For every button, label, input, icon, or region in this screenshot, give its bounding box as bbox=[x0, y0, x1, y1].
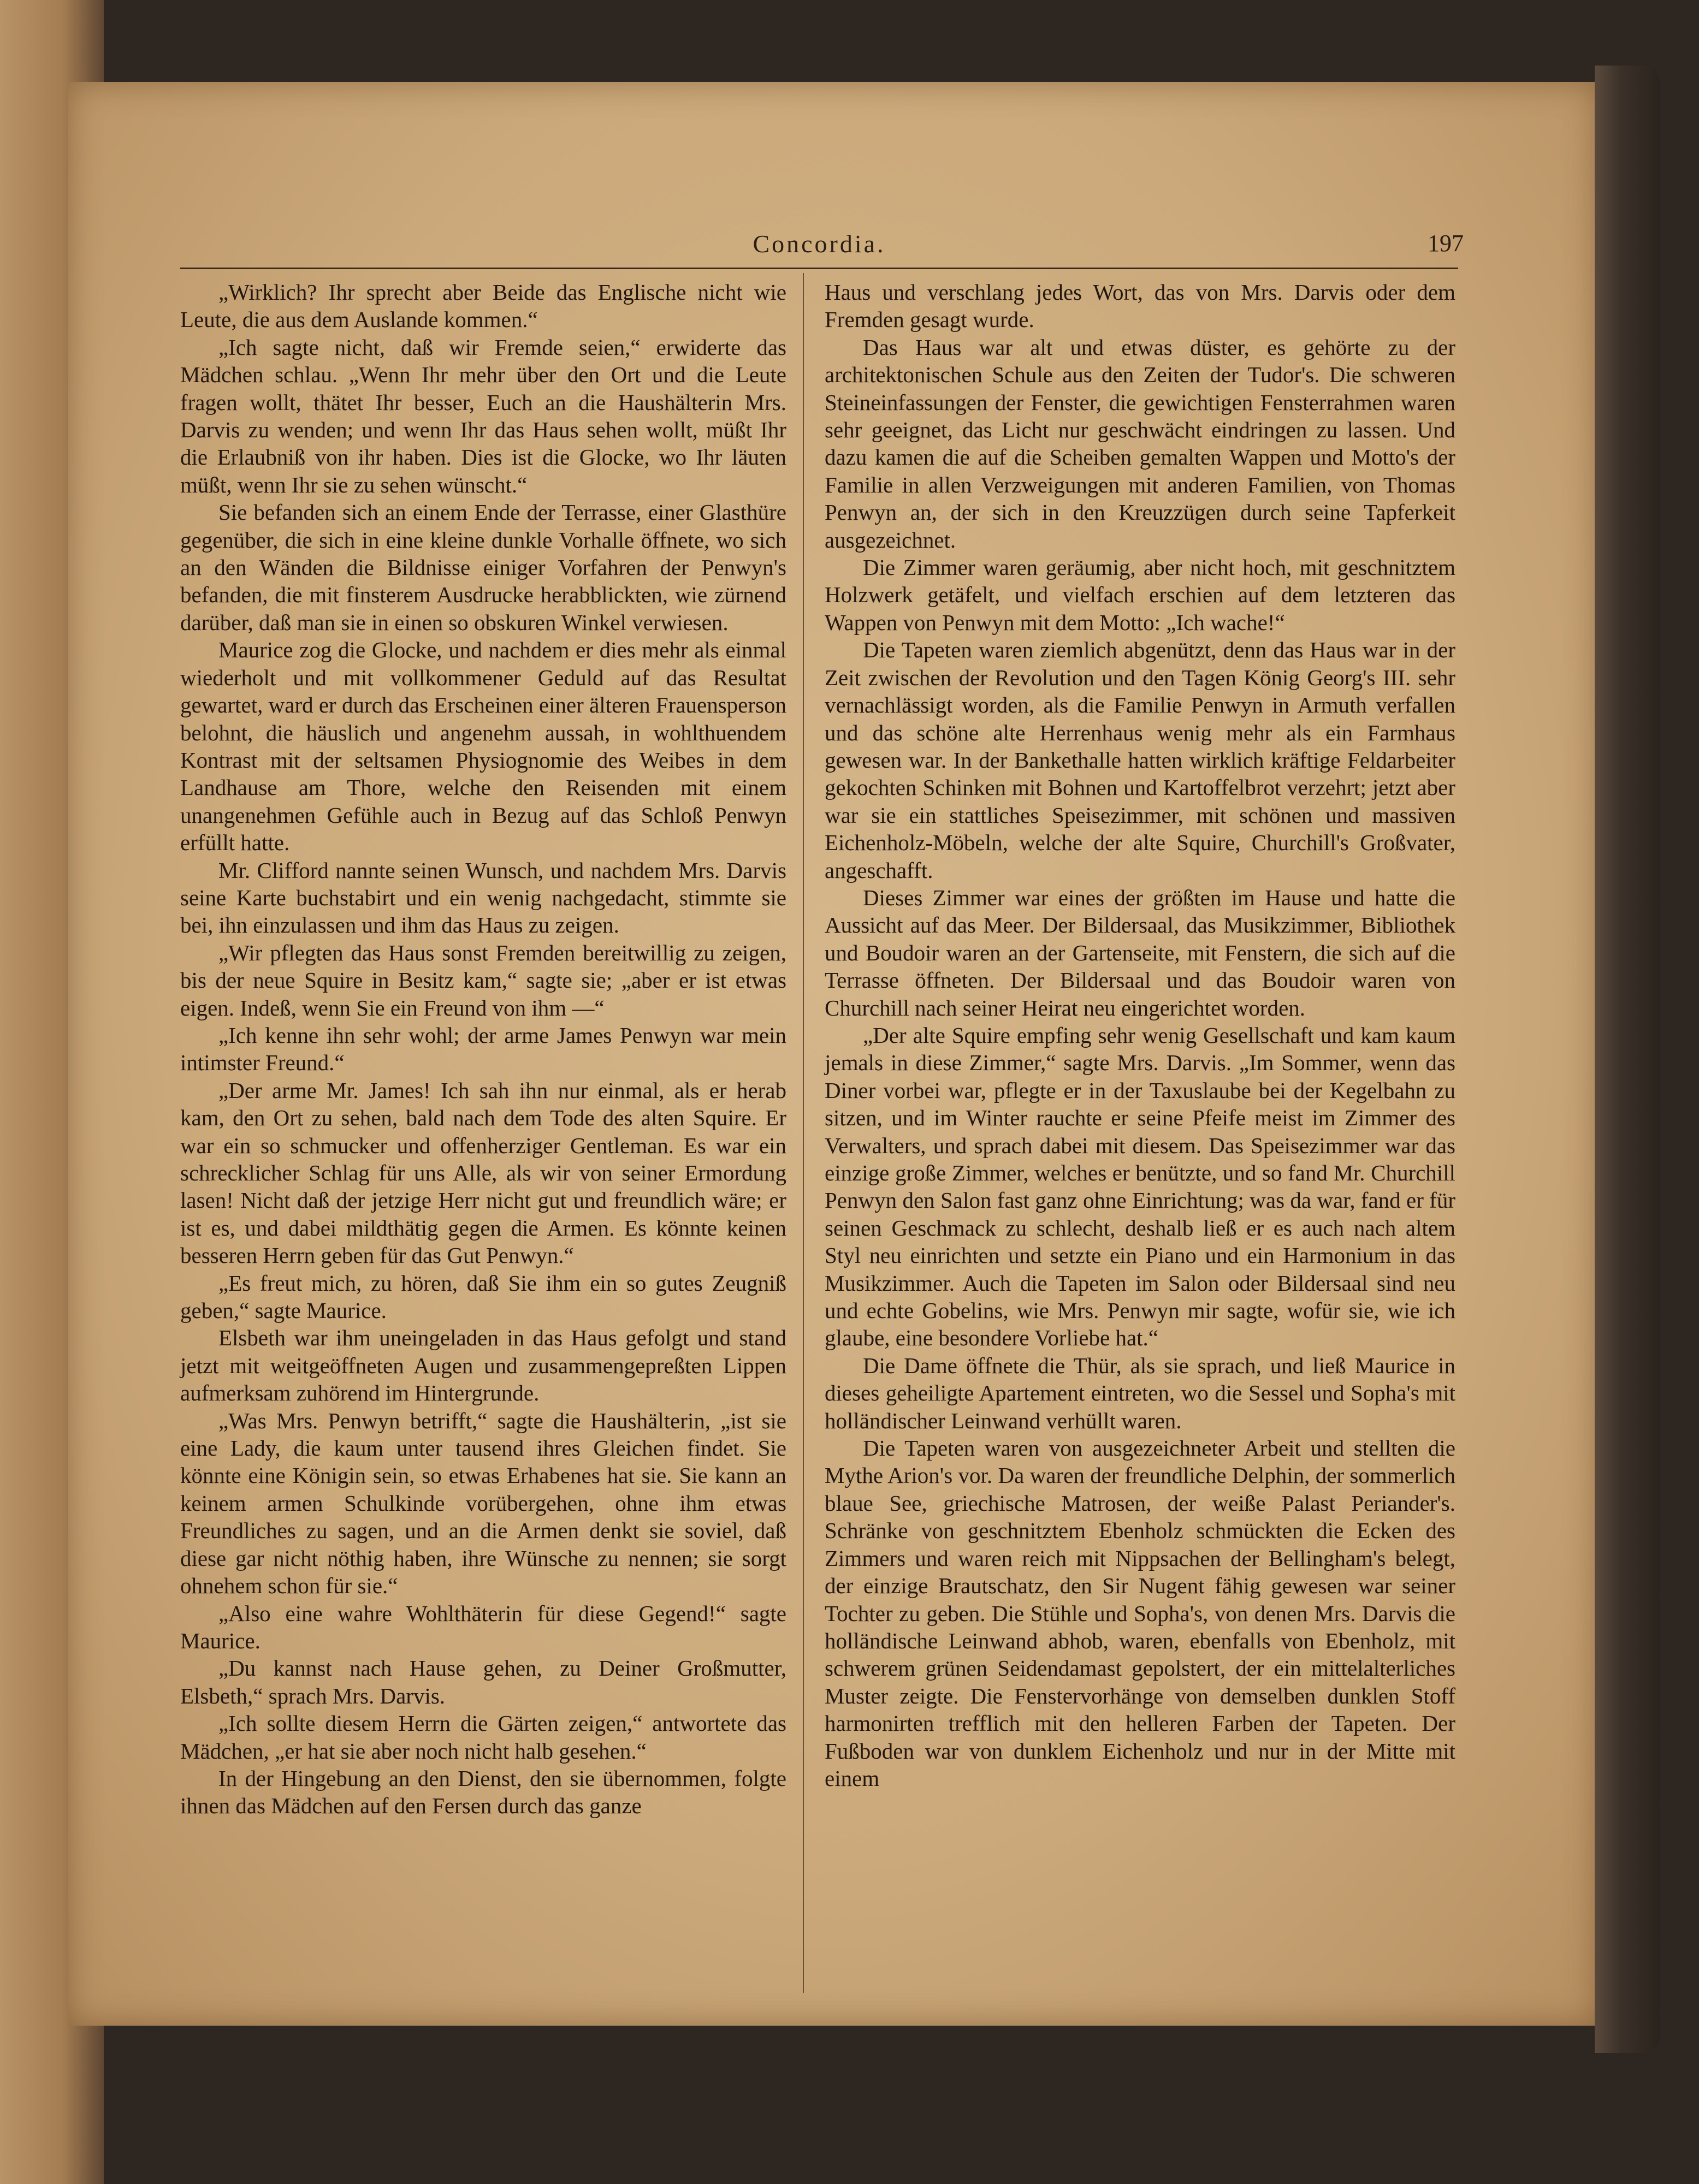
paragraph: Sie befanden sich an einem Ende der Terrasse, einer Glasthüre gegenüber, die sich in eine kleine dunkle Vorhalle öffnete, wo sich an den Wänden die Bildnisse einiger Vorfahren der Penwyn's befanden, die mit finsterem Ausdrucke herabblickten, wie zürnend darüber, daß man sie in einen so obskuren Winkel verwiesen. bbox=[180, 500, 786, 635]
paragraph: Haus und verschlang jedes Wort, das von Mrs. Darvis oder dem Fremden gesagt wurde. bbox=[825, 280, 1455, 333]
paragraph: „Du kannst nach Hause gehen, zu Deiner Großmutter, Elsbeth,“ sprach Mrs. Darvis. bbox=[180, 1655, 786, 1708]
running-title: Concordia. bbox=[753, 230, 886, 258]
page-number: 197 bbox=[1428, 230, 1464, 257]
paragraph: „Es freut mich, zu hören, daß Sie ihm ein so gutes Zeugniß geben,“ sagte Maurice. bbox=[180, 1270, 786, 1324]
paragraph: „Also eine wahre Wohlthäterin für diese Gegend!“ sagte Maurice. bbox=[180, 1600, 786, 1653]
left-column bbox=[180, 278, 786, 1820]
paragraph: Die Dame öffnete die Thür, als sie sprach, und ließ Maurice in dieses geheiligte Apartement eintreten, wo die Sessel und Sopha's mit holländischer Leinwand verhüllt waren. bbox=[825, 1352, 1455, 1433]
paragraph: „Ich sollte diesem Herrn die Gärten zeigen,“ antwortete das Mädchen, „er hat sie aber noch nicht halb gesehen.“ bbox=[180, 1711, 786, 1764]
header-rule bbox=[180, 268, 1458, 269]
paragraph: Die Tapeten waren ziemlich abgenützt, denn das Haus war in der Zeit zwischen der Revolution und den Tagen König Georg's III. sehr vernachlässigt worden, als die Familie Penwyn in Armuth verfallen und das schöne alte Herrenhaus wenig mehr als ein Farmhaus gewesen war. In der Bankethalle hatten wirklich kräftige Feldarbeiter gekochten Schinken mit Bohnen und Kartoffelbrot verzehrt; jetzt aber war sie ein stattliches Speisezimmer, mit schönen und massiven Eichenholz-Möbeln, welche der alte Squire, Churchill's Großvater, angeschafft. bbox=[825, 637, 1455, 883]
paragraph: Die Tapeten waren von ausgezeichneter Arbeit und stellten die Mythe Arion's vor. Da waren der freundliche Delphin, der sommerlich blaue See, griechische Matrosen, der weiße Palast Periander's. Schränke von geschnitztem Ebenholz schmückten die Ecken des Zimmers und waren reich mit Nippsachen der Bellingham's belegt, der einzige Brautschatz, den Sir Nugent fähig gewesen war seiner Tochter zu geben. Die Stühle und Sopha's, von denen Mrs. Darvis die holländische Leinwand abhob, waren, ebenfalls von Ebenholz, mit schwerem grünen Seidendamast gepolstert, der ein mittelalterliches Muster zeigte. Die Fenstervorhänge von demselben dunklen Stoff harmonirten trefflich mit den helleren Farben der Tapeten. Der Fußboden war von dunklem Eichenholz und nur in der Mitte mit einem bbox=[825, 1435, 1455, 1791]
paragraph: „Ich sagte nicht, daß wir Fremde seien,“ erwiderte das Mädchen schlau. „Wenn Ihr mehr über den Ort und die Leute fragen wollt, thätet Ihr besser, Euch an die Haushälterin Mrs. Darvis zu wenden; und wenn Ihr das Haus sehen wollt, müßt Ihr die Erlaubniß von ihr haben. Dies ist die Glocke, wo Ihr läuten müßt, wenn Ihr sie zu sehen wünscht.“ bbox=[180, 334, 786, 497]
paragraph: „Der alte Squire empfing sehr wenig Gesellschaft und kam kaum jemals in diese Zimmer,“ sagte Mrs. Darvis. „Im Sommer, wenn das Diner vorbei war, pflegte er in der Taxuslaube bei der Kegelbahn zu sitzen, und im Winter rauchte er seine Pfeife meist im Zimmer des Verwalters, und sprach dabei mit diesem. Das Speisezimmer war das einzige große Zimmer, welches er benützte, und so fand Mr. Churchill Penwyn den Salon fast ganz ohne Einrichtung; was da war, fand er für seinen Geschmack zu schlecht, deshalb ließ er es auch nach altem Styl neu einrichten und setzte ein Piano und ein Harmonium in das Musikzimmer. Auch die Tapeten im Salon oder Bildersaal sind neu und echte Gobelins, wie Mrs. Penwyn mir sagte, wofür sie, wie ich glaube, eine besondere Vorliebe hat.“ bbox=[825, 1022, 1455, 1351]
paragraph: „Ich kenne ihn sehr wohl; der arme James Penwyn war mein intimster Freund.“ bbox=[180, 1022, 786, 1076]
paragraph: In der Hingebung an den Dienst, den sie übernommen, folgte ihnen das Mädchen auf den Fersen durch das ganze bbox=[180, 1765, 786, 1819]
page-header bbox=[180, 229, 1464, 262]
paragraph: „Was Mrs. Penwyn betrifft,“ sagte die Haushälterin, „ist sie eine Lady, die kaum unter tausend ihres Gleichen findet. Sie könnte eine Königin sein, so etwas Erhabenes hat sie. Sie kann an keinem armen Schulkinde vorübergehen, ohne ihm etwas Freundliches zu sagen, und an die Armen denkt sie soviel, daß diese gar nicht nöthig haben, ihre Wünsche zu nennen; sie sorgt ohnehem schon für sie.“ bbox=[180, 1408, 786, 1599]
paragraph: Mr. Clifford nannte seinen Wunsch, und nachdem Mrs. Darvis seine Karte buchstabirt und ein wenig nachgedacht, stimmte sie bei, ihn einzulassen und ihm das Haus zu zeigen. bbox=[180, 857, 786, 938]
paragraph: „Wirklich? Ihr sprecht aber Beide das Englische nicht wie Leute, die aus dem Auslande kommen.“ bbox=[180, 280, 786, 333]
right-column bbox=[825, 278, 1455, 1792]
paragraph: Dieses Zimmer war eines der größten im Hause und hatte die Aussicht auf das Meer. Der Bildersaal, das Musikzimmer, Bibliothek und Boudoir waren an der Gartenseite, mit Fenstern, die sich auf die Terrasse öffneten. Der Bildersaal und das Boudoir waren von Churchill nach seiner Heirat neu eingerichtet worden. bbox=[825, 885, 1455, 1020]
book-binding bbox=[1595, 66, 1660, 2053]
paragraph: Elsbeth war ihm uneingeladen in das Haus gefolgt und stand jetzt mit weitgeöffneten Augen und zusammengepreßten Lippen aufmerksam zuhörend im Hintergrunde. bbox=[180, 1325, 786, 1406]
paragraph: „Wir pflegten das Haus sonst Fremden bereitwillig zu zeigen, bis der neue Squire in Besitz kam,“ sagte sie; „aber er ist etwas eigen. Indeß, wenn Sie ein Freund von ihm —“ bbox=[180, 940, 786, 1020]
paragraph: Das Haus war alt und etwas düster, es gehörte zu der architektonischen Schule aus den Zeiten der Tudor's. Die schweren Steineinfassungen der Fenster, die gewichtigen Fensterrahmen waren sehr geeignet, das Licht nur geschwächt eindringen zu lassen. Und dazu kamen die auf die Scheiben gemalten Wappen und Motto's der Familie in allen Verzweigungen mit anderen Familien, von Thomas Penwyn an, der sich in den Kreuzzügen durch seine Tapferkeit ausgezeichnet. bbox=[825, 334, 1455, 553]
paragraph: Die Zimmer waren geräumig, aber nicht hoch, mit geschnitztem Holzwerk getäfelt, und vielfach erschien auf dem letzteren das Wappen von Penwyn mit dem Motto: „Ich wache!“ bbox=[825, 555, 1455, 635]
paragraph: „Der arme Mr. James! Ich sah ihn nur einmal, als er herab kam, den Ort zu sehen, bald nach dem Tode des alten Squire. Er war ein so schmucker und offenherziger Gentleman. Es war ein schrecklicher Schlag für uns Alle, als wir von seiner Ermordung lasen! Nicht daß der jetzige Herr nicht gut und freundlich wäre; er ist es, und dabei mildthätig gegen die Armen. Es könnte keinen besseren Herrn geben für das Gut Penwyn.“ bbox=[180, 1077, 786, 1268]
paragraph: Maurice zog die Glocke, und nachdem er dies mehr als einmal wiederholt und mit vollkommener Geduld auf das Resultat gewartet, ward er durch das Erscheinen einer älteren Frauensperson belohnt, die häuslich und angenehm aussah, in wohlthuendem Kontrast mit der seltsamen Physiognomie des Weibes in dem Landhause am Thore, welche den Reisenden mit einem unangenehmen Gefühle auch in Bezug auf das Schloß Penwyn erfüllt hatte. bbox=[180, 637, 786, 856]
column-divider bbox=[803, 273, 804, 1993]
